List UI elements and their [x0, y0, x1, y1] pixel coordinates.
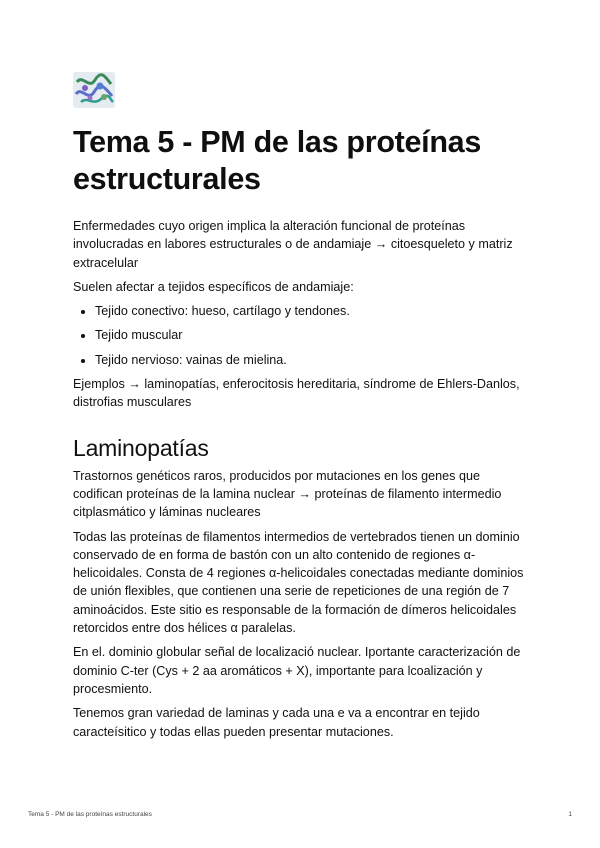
list-item: • Tejido nervioso: vainas de mielina. — [95, 351, 533, 369]
page-title: Tema 5 - PM de las proteínas estructurales — [73, 125, 481, 196]
laminopathies-section — [73, 467, 533, 741]
section-paragraph: En el. dominio globular señal de localizació nuclear. Iportante caracterización de dominio C-ter (Cys + 2 aa aromáticos + X), importante para lcoalización y procesmiento. — [73, 645, 521, 696]
page-number: 1 — [568, 811, 572, 818]
intro-paragraph: Ejemplos → laminopatías, enferocitosis hereditaria, síndrome de Ehlers-Danlos, distrofias musculares — [73, 377, 520, 410]
page-content — [73, 72, 533, 747]
list-item: • Tejido muscular — [95, 326, 533, 344]
protein-structure-image — [73, 72, 115, 108]
intro-paragraph: Suelen afectar a tejidos específicos de andamiaje: — [73, 279, 354, 294]
list-item: • Tejido conectivo: hueso, cartílago y tendones. — [95, 302, 533, 320]
section-heading: Laminopatías — [73, 434, 209, 461]
page-footer — [28, 811, 572, 818]
tissue-list — [73, 302, 533, 369]
protein-ribbon-icon — [73, 72, 115, 108]
footer-title: Tema 5 - PM de las proteínas estructurales — [28, 811, 152, 818]
intro-section — [73, 217, 533, 412]
section-paragraph: Tenemos gran variedad de laminas y cada una e va a encontrar en tejido caracteísitico y todas ellas pueden presentar mutaciones. — [73, 706, 480, 739]
section-paragraph: Todas las proteínas de filamentos intermedios de vertebrados tienen un dominio conservado de en forma de bastón con un alto contenido de regiones α-helicoidales. Consta de 4 regiones α-helicoidales conectadas mediante dominios de unión flexibles, que contienen una serie de repeticiones de una región de 7 aminoácidos. Este sitio es responsable de la formación de dímeros helicoidales retorcidos entre dos hélices α paralelas. — [73, 529, 524, 636]
intro-paragraph: Enfermedades cuyo origen implica la alteración funcional de proteínas involucradas en labores estructurales o de andamiaje → citoesqueleto y matriz extracelular — [73, 219, 513, 270]
section-paragraph: Trastornos genéticos raros, producidos por mutaciones en los genes que codifican proteínas de la lamina nuclear → proteínas de filamento intermedio citplasmático y láminas nucleares — [73, 468, 502, 520]
